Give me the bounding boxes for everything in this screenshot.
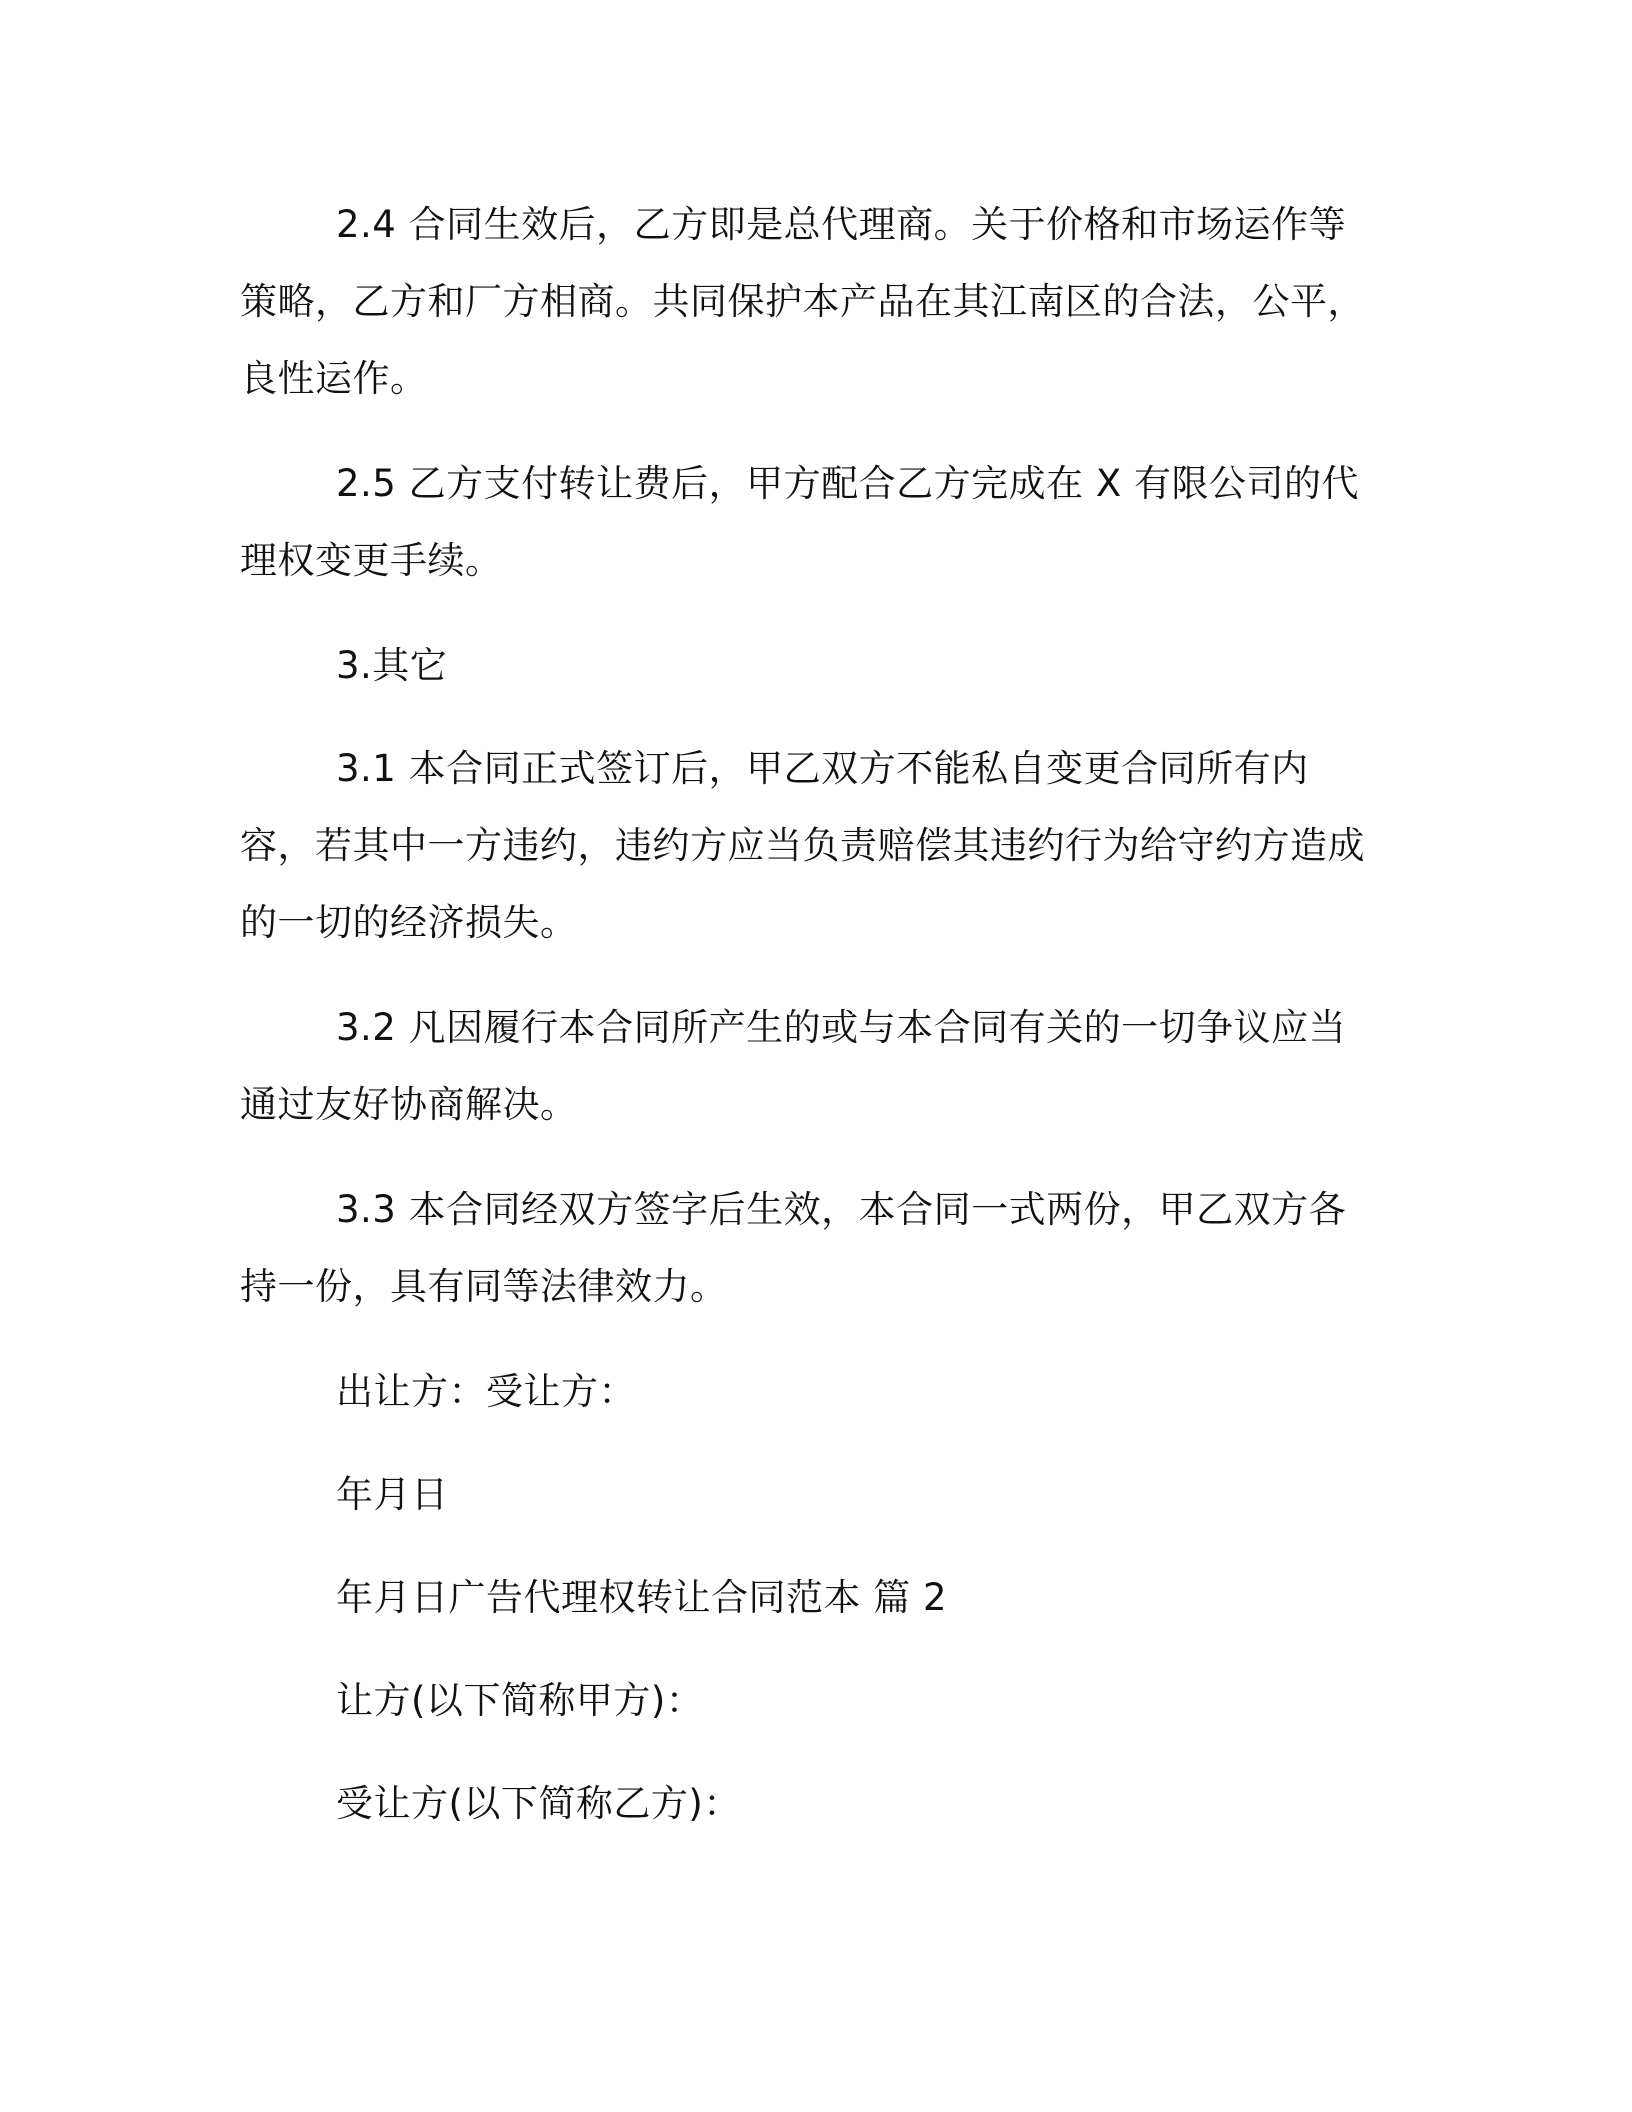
clause-2-5: 2.5 乙方支付转让费后，甲方配合乙方完成在 X 有限公司的代理权变更手续。 [240, 462, 1359, 582]
clause-3-2: 3.2 凡因履行本合同所产生的或与本合同有关的一切争议应当通过友好协商解决。 [240, 1006, 1347, 1126]
document-body [240, 186, 1370, 1868]
transferee-line: 受让方(以下简称乙方)： [336, 1782, 741, 1825]
transferor-line: 让方(以下简称甲方)： [336, 1679, 704, 1722]
signature-date: 年月日 [336, 1473, 449, 1516]
clause-3-3: 3.3 本合同经双方签字后生效，本合同一式两份，甲乙双方各持一份，具有同等法律效力。 [240, 1188, 1347, 1308]
signature-parties: 出让方：受让方： [336, 1370, 636, 1413]
clause-2-4: 2.4 合同生效后，乙方即是总代理商。关于价格和市场运作等策略，乙方和厂方相商。共同保护本产品在其江南区的合法，公平，良性运作。 [240, 203, 1365, 400]
template-heading: 年月日广告代理权转让合同范本 篇 2 [336, 1576, 948, 1619]
section-3-heading: 3.其它 [336, 644, 448, 687]
clause-3-1: 3.1 本合同正式签订后，甲乙双方不能私自变更合同所有内容，若其中一方违约，违约方应当负责赔偿其违约行为给守约方造成的一切的经济损失。 [240, 747, 1365, 944]
